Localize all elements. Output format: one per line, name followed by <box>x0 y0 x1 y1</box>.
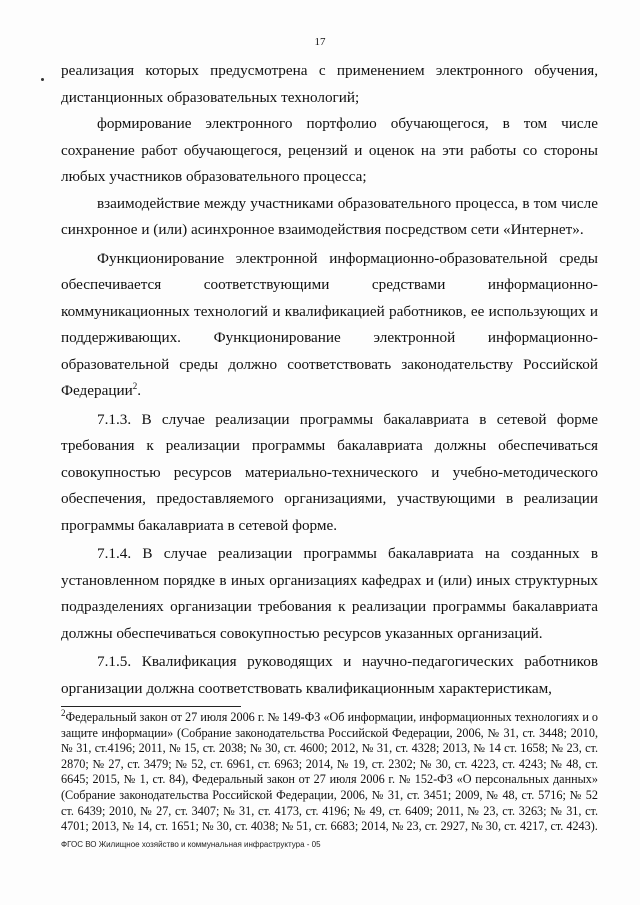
paragraph-3: взаимодействие между участниками образовательного процесса, в том числе синхронное и (или) асинхронное взаимодействия посредством сети «Интернет». <box>61 194 598 238</box>
footnote-text: Федеральный закон от 27 июля 2006 г. № 149-ФЗ «Об информации, информационных технологиях и о защите информации» (Собрание законодательства Российской Федерации, 2006, № 31, ст. 3448; 2010, № 31, ст.4196; 2011, № 15, ст. 2038; № 30, ст. 4600; 2012, № 31, ст. 4328; 2013, № 14 ст. 1658; № 23, ст. 2870; № 27, ст. 3479; № 52, ст. 6961, ст. 6963; 2014, № 19, ст. 2302; № 30, ст. 4223, ст. 4243; № 48, ст. 6645; 2015, № 1, ст. 84), Федеральный закон от 27 июля 2006 г. № 152-ФЗ «О персональных данных» (Собрание законодательства Российской Федерации, 2006, № 31, ст. 3451; 2009, № 48, ст. 5716; № 52 ст. 6439; 2010, № 27, ст. 3407; № 31, ст. 4173, ст. 4196; № 49, ст. 6409; 2011, № 23, ст. 3263; № 31, ст. 4701; 2013, № 14, ст. 1651; № 30, ст. 4038; № 51, ст. 6683; 2014, № 23, ст. 2927, № 30, ст. 4217, ст. 4243). <box>61 710 598 834</box>
footnote-reference: 2 <box>132 380 138 391</box>
paragraph-7-1-4: 7.1.4. В случае реализации программы бакалавриата на созданных в установленном порядке в иных организациях кафедрах и (или) иных структурных подразделениях организации требования к реализации программы бакалавриата должны обеспечиваться совокупностью ресурсов указанных организаций. <box>61 545 598 642</box>
paragraph-7-1-5: 7.1.5. Квалификация руководящих и научно-педагогических работников организации должна соответствовать квалификационным характеристикам, <box>61 653 598 697</box>
body-text <box>61 58 598 702</box>
page-number: 17 <box>314 36 326 48</box>
paragraph-4 <box>61 246 598 405</box>
paragraph-7-1-3: 7.1.3. В случае реализации программы бакалавриата в сетевой форме требования к реализации программы бакалавриата должны обеспечиваться совокупностью ресурсов материально-технического и учебно-методического обеспечения, предоставляемого организациями, участвующими в реализации программы бакалавриата в сетевой форме. <box>61 410 598 534</box>
document-footer: ФГОС ВО Жилищное хозяйство и коммунальная инфраструктура - 05 <box>61 840 321 849</box>
footnote <box>61 707 598 835</box>
footnote-marker: 2 <box>61 707 66 718</box>
scan-mark <box>41 78 44 81</box>
footnote-divider <box>61 706 241 707</box>
paragraph-4-text: Функционирование электронной информационно-образовательной среды обеспечивается соответствующими средствами информационно-коммуникационных технологий и квалификацией работников, ее использующих и поддерживающих. Функционирование электронной информационно-образовательной среды должно соответствовать законодательству Российской Федерации <box>61 249 598 399</box>
paragraph-1: реализация которых предусмотрена с применением электронного обучения, дистанционных образовательных технологий; <box>61 62 598 106</box>
paragraph-2: формирование электронного портфолио обучающегося, в том числе сохранение работ обучающегося, рецензий и оценок на эти работы со стороны любых участников образовательного процесса; <box>61 115 598 185</box>
paragraph-4-end: . <box>137 382 142 399</box>
